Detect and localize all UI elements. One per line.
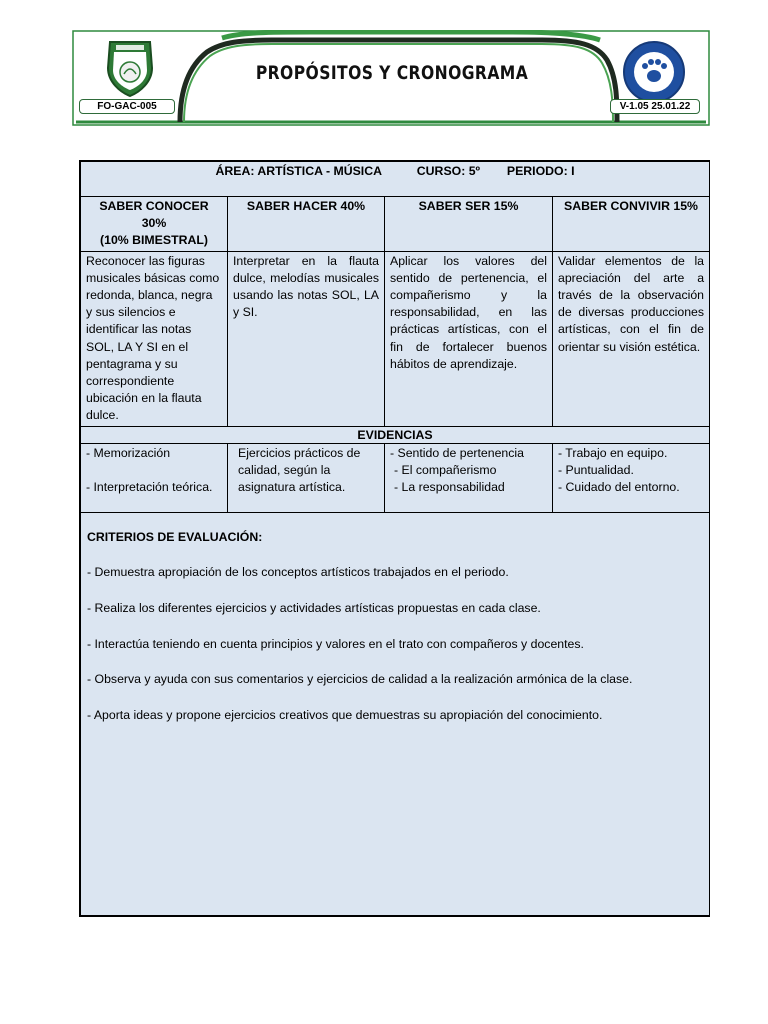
area-label: ÁREA: ARTÍSTICA - MÚSICA [215, 164, 382, 178]
column-header-saber-convivir: SABER CONVIVIR 15% [553, 197, 710, 252]
list-item: - Trabajo en equipo. [558, 445, 668, 460]
document-version: V-1.05 25.01.22 [610, 99, 700, 114]
evidence-saber-convivir [553, 443, 710, 512]
document-code: FO-GAC-005 [79, 99, 175, 114]
list-item: - Sentido de pertenencia [390, 445, 524, 460]
purposes-table [79, 160, 710, 917]
purpose-saber-hacer: Interpretar en la flauta dulce, melodías musicales usando las notas SOL, LA y SI. [228, 251, 385, 426]
document-title: PROPÓSITOS Y CRONOGRAMA [255, 62, 529, 84]
criteria-item: - Interactúa teniendo en cuenta principios y valores en el trato con compañeros y docentes. [87, 636, 584, 651]
list-item: - Memorización [86, 445, 171, 460]
list-item: - El compañerismo [394, 462, 497, 477]
list-item: - Puntualidad. [558, 462, 634, 477]
course-label: CURSO: 5º [416, 164, 481, 178]
column-header-saber-conocer: SABER CONOCER 30% (10% BIMESTRAL) [81, 197, 228, 252]
criteria-item: - Aporta ideas y propone ejercicios creativos que demuestras su apropiación del conocimiento. [87, 708, 603, 723]
list-item: - Cuidado del entorno. [558, 480, 680, 495]
period-label: PERIODO: I [506, 164, 575, 178]
course-info-bar [81, 162, 710, 197]
criteria-item: - Observa y ayuda con sus comentarios y ejercicios de calidad a la realización armónica de la clase. [87, 672, 633, 687]
evidence-saber-conocer [81, 443, 228, 512]
evidence-saber-ser [385, 443, 553, 512]
list-item: - Interpretación teórica. [86, 480, 213, 495]
evidence-title: EVIDENCIAS [81, 426, 710, 443]
list-item: - La responsabilidad [394, 480, 505, 495]
purpose-saber-ser: Aplicar los valores del sentido de pertenencia, el compañerismo y la responsabilidad, en las prácticas artísticas, con el fin de fortalecer buenos hábitos de aprendizaje. [385, 251, 553, 426]
criteria-item: - Realiza los diferentes ejercicios y actividades artísticas propuestas en cada clase. [87, 601, 541, 616]
criteria-title: CRITERIOS DE EVALUACIÓN: [87, 529, 263, 544]
column-header-saber-hacer: SABER HACER 40% [228, 197, 385, 252]
criteria-item: - Demuestra apropiación de los conceptos artísticos trabajados en el periodo. [87, 565, 509, 580]
document-header [72, 30, 712, 126]
column-header-saber-ser: SABER SER 15% [385, 197, 553, 252]
evidence-saber-hacer: Ejercicios prácticos de calidad, según la asignatura artística. [228, 443, 385, 512]
quality-seal-right [624, 42, 684, 102]
evaluation-criteria [81, 512, 710, 915]
purpose-saber-conocer: Reconocer las figuras musicales básicas como redonda, blanca, negra y sus silencios e identificar las notas SOL, LA Y SI en el pentagrama y su correspondiente ubicación en la flauta dulce. [81, 251, 228, 426]
purpose-saber-convivir: Validar elementos de la apreciación del arte a través de la observación de diversas producciones artísticas, con el fin de orientar su visión estética. [553, 251, 710, 426]
